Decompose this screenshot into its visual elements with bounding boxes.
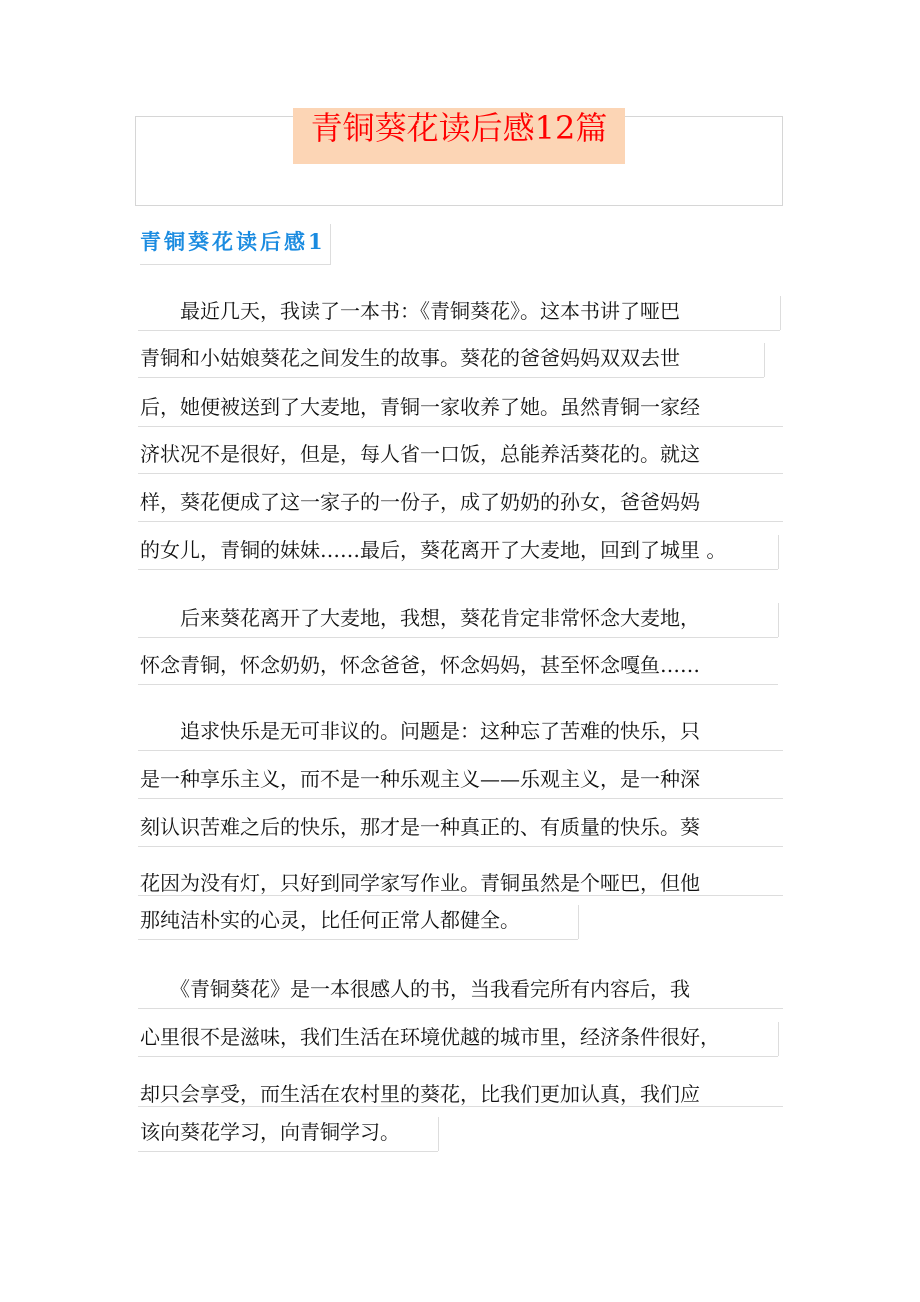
paragraph-2-line-2: 怀念青铜，怀念奶奶，怀念爸爸，怀念妈妈，甚至怀念嘎鱼…… xyxy=(140,653,700,677)
paragraph-1-line-6: 的女儿，青铜的妹妹……最后，葵花离开了大麦地，回到了城里 。 xyxy=(140,538,727,562)
guide-line xyxy=(138,684,778,685)
paragraph-1-line-4: 济状况不是很好，但是，每人省一口饭，总能养活葵花的。就这 xyxy=(140,442,700,466)
guide-tick xyxy=(578,905,579,939)
paragraph-4-line-3: 却只会享受，而生活在农村里的葵花，比我们更加认真，我们应 xyxy=(140,1082,700,1106)
guide-line xyxy=(138,569,778,570)
paragraph-1-line-3: 后，她便被送到了大麦地，青铜一家收养了她。虽然青铜一家经 xyxy=(140,395,700,419)
guide-line xyxy=(138,330,780,331)
page-title: 青铜葵花读后感12篇 xyxy=(310,109,608,147)
paragraph-1-line-1: 最近几天，我读了一本书：《青铜葵花》。这本书讲了哑巴 xyxy=(140,299,680,323)
paragraph-3-line-1: 追求快乐是无可非议的。问题是：这种忘了苦难的快乐，只 xyxy=(140,719,700,743)
guide-line xyxy=(138,895,783,896)
guide-line xyxy=(138,1151,438,1152)
paragraph-3-line-4: 花因为没有灯，只好到同学家写作业。青铜虽然是个哑巴，但他 xyxy=(140,871,700,895)
paragraph-1-line-5: 样，葵花便成了这一家子的一份子，成了奶奶的孙女，爸爸妈妈 xyxy=(140,490,700,514)
guide-line xyxy=(138,939,578,940)
paragraph-4-line-2: 心里很不是滋味，我们生活在环境优越的城市里，经济条件很好， xyxy=(140,1025,720,1049)
paragraph-3-line-5: 那纯洁朴实的心灵，比任何正常人都健全。 xyxy=(140,908,520,932)
guide-line xyxy=(138,750,783,751)
guide-line xyxy=(138,473,783,474)
guide-line xyxy=(138,1106,783,1107)
guide-tick xyxy=(778,1022,779,1056)
paragraph-3-line-3: 刻认识苦难之后的快乐，那才是一种真正的、有质量的快乐。葵 xyxy=(140,815,700,839)
section-heading: 青铜葵花读后感1 xyxy=(140,224,331,265)
guide-line xyxy=(138,1056,778,1057)
guide-line xyxy=(138,426,783,427)
guide-tick xyxy=(764,343,765,377)
guide-line xyxy=(138,798,783,799)
guide-line xyxy=(138,377,764,378)
paragraph-4-line-4: 该向葵花学习，向青铜学习。 xyxy=(140,1120,400,1144)
paragraph-3-line-2: 是一种享乐主义，而不是一种乐观主义——乐观主义，是一种深 xyxy=(140,767,700,791)
paragraph-2-line-1: 后来葵花离开了大麦地，我想，葵花肯定非常怀念大麦地， xyxy=(140,606,700,630)
paragraph-1-line-2: 青铜和小姑娘葵花之间发生的故事。葵花的爸爸妈妈双双去世 xyxy=(140,346,680,370)
guide-tick xyxy=(778,535,779,569)
paragraph-4-line-1: 《青铜葵花》是一本很感人的书，当我看完所有内容后，我 xyxy=(140,977,690,1001)
guide-line xyxy=(138,637,778,638)
guide-tick xyxy=(438,1117,439,1151)
guide-line xyxy=(138,521,783,522)
guide-line xyxy=(138,846,783,847)
guide-line xyxy=(138,1008,783,1009)
guide-tick xyxy=(778,603,779,637)
guide-tick xyxy=(780,296,781,330)
